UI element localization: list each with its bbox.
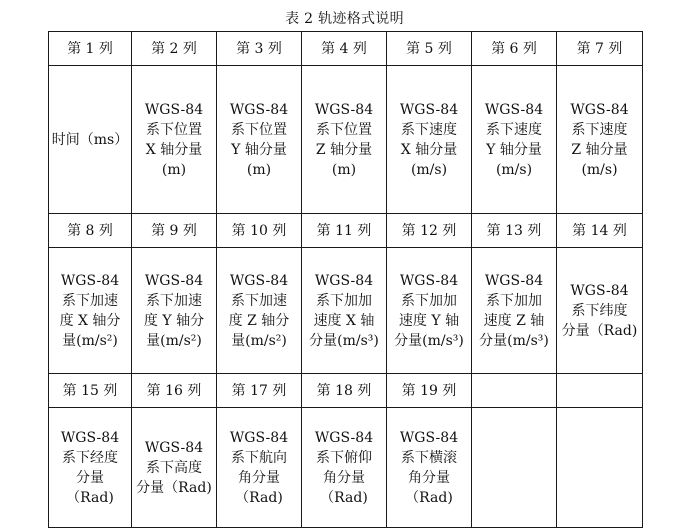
- description-cell: [557, 248, 643, 374]
- cell-text: WGS-84 系下纬度 分量（Rad): [561, 282, 638, 339]
- column-header-cell: 第 10 列: [217, 214, 302, 248]
- column-header-cell: 第 9 列: [132, 214, 217, 248]
- table-header-row: [49, 214, 643, 248]
- cell-text: WGS-84 系下位置 Y 轴分量 (m): [229, 101, 289, 178]
- cell-text: WGS-84 系下加加 速度 Z 轴 分量(m/s³): [479, 272, 549, 349]
- description-cell: [302, 66, 387, 214]
- cell-text: WGS-84 系下速度 X 轴分量 (m/s): [399, 101, 459, 178]
- column-header-cell: 第 13 列: [472, 214, 557, 248]
- cell-text: WGS-84 系下速度 Y 轴分量 (m/s): [484, 101, 544, 178]
- description-cell: [132, 66, 217, 214]
- description-cell: [49, 248, 132, 374]
- empty-cell: [557, 374, 643, 408]
- description-cell: [217, 248, 302, 374]
- column-header-cell: 第 18 列: [302, 374, 387, 408]
- description-cell: [217, 66, 302, 214]
- cell-text: WGS-84 系下俯仰 角分量 （Rad): [314, 429, 374, 506]
- trajectory-format-table: [48, 31, 643, 528]
- column-header-cell: 第 11 列: [302, 214, 387, 248]
- description-cell: [387, 248, 472, 374]
- cell-text: WGS-84 系下加加 速度 X 轴 分量(m/s³): [309, 272, 379, 349]
- column-header-cell: 第 17 列: [217, 374, 302, 408]
- table-title: 表 2 轨迹格式说明: [285, 11, 404, 27]
- cell-text: WGS-84 系下加加 速度 Y 轴 分量(m/s³): [394, 272, 464, 349]
- column-header-cell: 第 12 列: [387, 214, 472, 248]
- cell-text: WGS-84 系下横滚 角分量 （Rad): [399, 429, 459, 506]
- column-header-cell: 第 8 列: [49, 214, 132, 248]
- cell-text: WGS-84 系下速度 Z 轴分量 (m/s): [570, 101, 629, 178]
- column-header-cell: 第 5 列: [387, 32, 472, 66]
- description-cell: [387, 66, 472, 214]
- description-cell: [49, 66, 132, 214]
- column-header-cell: 第 2 列: [132, 32, 217, 66]
- column-header-cell: 第 3 列: [217, 32, 302, 66]
- description-cell: [557, 66, 643, 214]
- table-row: [49, 248, 643, 374]
- cell-text: WGS-84 系下经度 分量 （Rad): [60, 429, 120, 506]
- cell-text: WGS-84 系下位置 X 轴分量 (m): [144, 101, 204, 178]
- column-header-cell: 第 1 列: [49, 32, 132, 66]
- empty-cell: [472, 374, 557, 408]
- column-header-cell: 第 19 列: [387, 374, 472, 408]
- description-cell: [302, 248, 387, 374]
- column-header-cell: 第 14 列: [557, 214, 643, 248]
- column-header-cell: 第 15 列: [49, 374, 132, 408]
- cell-text: WGS-84 系下航向 角分量 （Rad): [229, 429, 289, 506]
- cell-text: WGS-84 系下加速 度 Y 轴分 量(m/s²): [143, 272, 205, 349]
- column-header-cell: 第 7 列: [557, 32, 643, 66]
- description-cell: [472, 248, 557, 374]
- table-header-row: [49, 374, 643, 408]
- table-row: [49, 66, 643, 214]
- table-header-row: [49, 32, 643, 66]
- cell-text: WGS-84 系下加速 度 X 轴分 量(m/s²): [59, 272, 121, 349]
- description-cell: [472, 66, 557, 214]
- cell-text: 时间（ms）: [51, 131, 129, 148]
- description-cell: [132, 248, 217, 374]
- cell-text: WGS-84 系下高度 分量（Rad): [136, 439, 212, 496]
- column-header-cell: 第 16 列: [132, 374, 217, 408]
- cell-text: WGS-84 系下加速 度 Z 轴分 量(m/s²): [228, 272, 290, 349]
- cell-text: WGS-84 系下位置 Z 轴分量 (m): [314, 101, 374, 178]
- column-header-cell: 第 6 列: [472, 32, 557, 66]
- column-header-cell: 第 4 列: [302, 32, 387, 66]
